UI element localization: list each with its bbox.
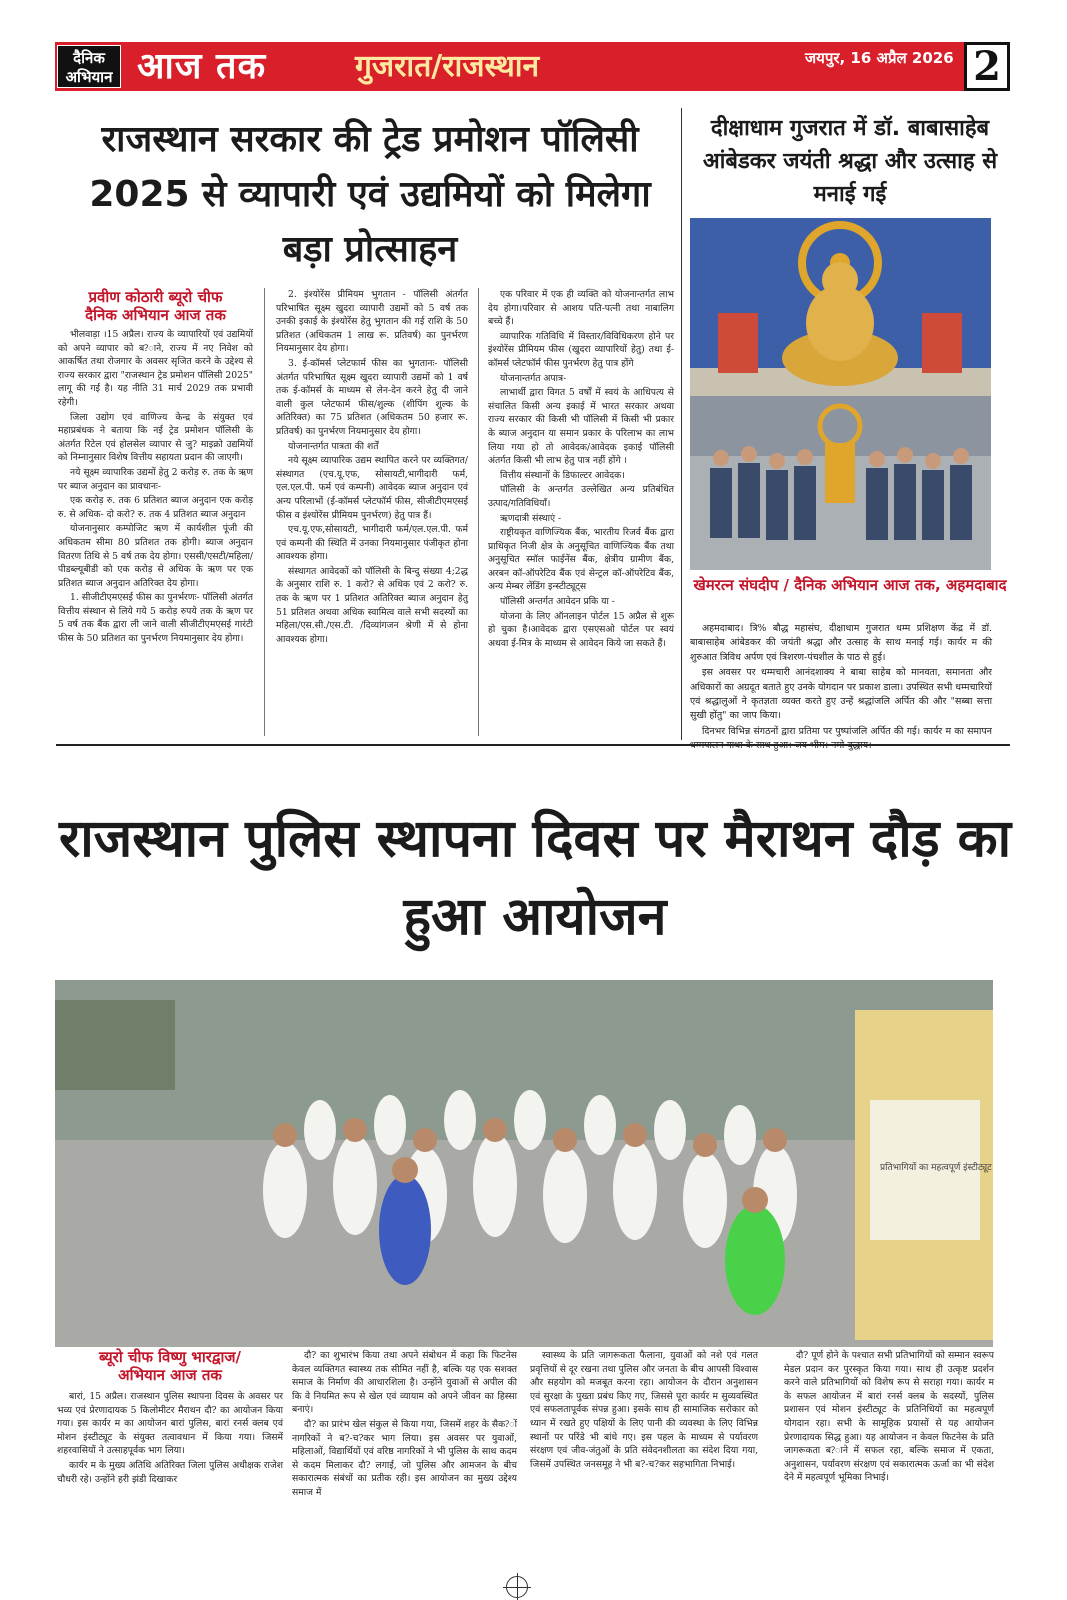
story1-headline: राजस्थान सरकार की ट्रेड प्रमोशन पॉलिसी 2025 से व्यापारी एवं उद्यमियों को मिलेगा बड़ा प्रोत्साहन bbox=[89, 119, 651, 270]
ambedkar-jayanti-photo-illustration bbox=[690, 218, 991, 570]
paragraph: पॉलिसी अन्तर्गत आवेदन प्रकि या - bbox=[500, 596, 615, 608]
paragraph: व्यापारिक गतिविधि में विस्तार/विविधिकरण होने पर इंश्योरेंस प्रीमियम फीस (खुदरा व्यापारियों हेतु) तथा ई-कॉमर्स प्लेटफॉर्म फीस पुनर्भरण हेतु पात्र होंगे bbox=[488, 330, 674, 369]
dateline: जयपुर, 16 अप्रैल 2026 bbox=[805, 49, 954, 67]
paragraph: स्वास्थ्य के प्रति जागरूकता फैलाना, युवाओं को नशे एवं गलत प्रवृत्तियों से दूर रखना तथा पुलिस और जनता के बीच आपसी विश्वास और सहयोग को मजबूत करना रहा। आयोजन के दौरान अनुशासन एवं सुरक्षा के पुख्ता प्रबंध किए गए, जिससे पूरा कार्यर म सुव्यवस्थित एवं सफलतापूर्वक संपन्न हुआ। इसके साथ ही सामाजिक सरोकार को ध्यान में रखते हुए पक्षियों के लिए पानी की व्यवस्था के लिए विभिन्न स्थानों पर परिंडे भी बांधे गए। इस पहल के माध्यम से पर्यावरण संरक्षण एवं जीव-जंतुओं के प्रति संवेदनशीलता का संदेश दिया गया, जिसमें उपस्थित जनसमूह ने भी ब?-च?कर सहभागिता निभाई। bbox=[530, 1350, 758, 1470]
story2-photo-caption: खेमरत्न संघदीप / दैनिक अभियान आज तक, अहमदाबाद bbox=[693, 576, 1007, 594]
story1-column-3 bbox=[488, 288, 674, 651]
paragraph: 1. सीजीटीएमएसई फीस का पुनर्भरणः- पॉलिसी अंतर्गत वित्तीय संस्थान से लिये गये 5 करोड़ रुपये तक के ऋण पर 5 वर्ष तक बैंक द्वारा ली जाने वाली सीजीटीएमएसई गारंटी फीस के 50 प्रतिशत का पुनर्भरण नियमानुसार देय होगा। bbox=[58, 592, 253, 645]
paragraph: योजनान्तर्गत अपात्र- bbox=[500, 372, 567, 384]
paragraph: दौ? पूर्ण होने के पश्चात सभी प्रतिभागियों को सम्मान स्वरूप मेडल प्रदान कर पुरस्कृत किया गया। साथ ही उत्कृष्ट प्रदर्शन करने वाले प्रतिभागियों को विशेष रूप से सराहा गया। कार्यर म के सफल आयोजन में बारां रनर्स क्लब के सदस्यों, पुलिस प्रशासन एवं मोशन इंस्टीट्यूट के प्रतिनिधियों का महत्वपूर्ण योगदान रहा। सभी के सामूहिक प्रयासों से यह आयोजन प्रेरणादायक सिद्ध हुआ। यह आयोजन न केवल फिटनेस के प्रति जागरूकता ब?ाने में सफल रहा, बल्कि समाज में एकता, अनुशासन, पर्यावरण संरक्षण एवं सकारात्मक ऊर्जा का भी संदेश देने में महत्वपूर्ण भूमिका निभाई। bbox=[784, 1350, 994, 1484]
paragraph: पॉलिसी के अन्तर्गत उल्लेखित अन्य प्रतिबंधित उत्पाद/गतिविधियाँ। bbox=[488, 484, 674, 509]
story1-column-1 bbox=[58, 328, 253, 647]
story-divider bbox=[681, 108, 682, 740]
paragraph: दौ? का प्रारंभ खेल संकुल से किया गया, जिसमें शहर के सैक?ों नागरिकों ने ब?-च?कर भाग लिया। इस अवसर पर युवाओं, महिलाओं, विद्यार्थियों एवं वरिष्ठ नागरिकों ने भी पुलिस के साथ कदम से कदम मिलाकर दौ? लगाई, जो पुलिस और आमजन के बीच सकारात्मक संबंधों का प्रतीक रही। इस आयोजन का मुख्य उद्देश्य समाज में bbox=[292, 1418, 517, 1498]
paragraph: 3. ई-कॉमर्स प्लेटफार्म फीस का भुगतानः- पॉलिसी अंतर्गत परिभाषित सूक्ष्म खुदरा व्यापारी उद्यमों को 1 वर्ष तक ई-कॉमर्स के माध्यम से लेन-देन करने हेतु दी जाने वाली कुल प्लेटफार्म फीस/शुल्क (शीपिंग शुल्क के अतिरिक्त) का 75 प्रतिशत (अधिकतम 50 हजार रू. प्रतिवर्ष) का पुनर्भरण नियमानुसार देय होगा। bbox=[276, 357, 468, 437]
story3-column-4 bbox=[784, 1349, 994, 1486]
brand-logo bbox=[57, 45, 121, 88]
paragraph: वित्तीय संस्थानों के डिफाल्टर आवेदक। bbox=[500, 469, 625, 481]
paragraph: लाभार्थी द्वारा विगत 5 वर्षों में स्वयं के आधिपत्य से संचालित किसी अन्य इकाई में भारत सरकार अथवा राज्य सरकार की किसी भी पॉलिसी में किसी भी प्रकार के ब्याज अनुदान या समान प्रकार के परिलाभ का लाभ लिया गया हो तो आवेदक/आवेदक इकाई पॉलिसी अंतर्गत किसी भी लाभ हेतु पात्र नहीं होंगे । bbox=[488, 387, 674, 467]
paragraph: एक परिवार में एक ही व्यक्ति को योजनान्तर्गत लाभ देय होगा।परिवार से आशय पति-पत्नी तथा नाबालिग बच्चे हैं। bbox=[488, 289, 674, 328]
newspaper-name: आज तक bbox=[137, 46, 267, 87]
paragraph: एच.यू.एफ,सोसायटी, भागीदारी फर्म/एल.एल.पी. फर्म एवं कम्पनी की स्थिति में उनका नियमानुसार पंजीकृत होना आवश्यक होगा। bbox=[276, 524, 468, 563]
column-divider bbox=[264, 288, 265, 736]
column-divider bbox=[478, 288, 479, 736]
paragraph: एक करोड़ रु. तक 6 प्रतिशत ब्याज अनुदान एक करोड़ रु. से अधिक- दो करो? रु. तक 4 प्रतिशत ब्याज अनुदान bbox=[58, 495, 253, 520]
paragraph: ऋणदात्री संस्थाएं - bbox=[500, 512, 562, 524]
story2-headline: दीक्षाधाम गुजरात में डॉ. बाबासाहेब आंबेडकर जयंती श्रद्धा और उत्साह से मनाई गई bbox=[702, 116, 998, 207]
paragraph: अहमदाबाद। त्रि% बौद्ध महासंघ, दीक्षाधाम गुजरात धम्म प्रशिक्षण केंद्र में डॉ. बाबासाहेब आंबेडकर की जयंती श्रद्धा और उत्साह के साथ मनाई गई। कार्यर म की शुरुआत त्रिविध अर्पण एवं त्रिशरण-पंचशील के पाठ से हुई। bbox=[690, 623, 992, 663]
paragraph: नये सूक्ष्म व्यापारिक उद्यम स्थापित करने पर व्यक्तिगत/संस्थागत (एच.यू.एफ, सोसायटी,भागीदारी फर्म, एल.एल.पी. फर्म एवं कम्पनी) आवेदक ब्याज अनुदान एवं अन्य परिलाभों (ई-कॉमर्स प्लेटफॉर्म फीस, सीजीटीएमएसई फीस व इंश्योरेंस प्रीमियम पुनर्भरण) हेतु पात्र हैं। bbox=[276, 455, 468, 521]
story1-byline-line1: प्रवीण कोठारी ब्यूरो चीफ bbox=[88, 288, 223, 306]
paragraph: कार्यर म के मुख्य अतिथि अतिरिक्त जिला पुलिस अधीक्षक राजेश चौधरी रहे। उन्होंने हरी झंडी दिखाकर bbox=[57, 1459, 283, 1485]
brand-bottom: अभियान bbox=[65, 68, 113, 86]
marathon-photo bbox=[55, 980, 993, 1347]
masthead bbox=[55, 42, 1010, 91]
paragraph: योजनानुसार कम्पोजिट ऋण में कार्यशील पूंजी की अधिकतम सीमा 80 प्रतिशत तक होगी। ब्याज अनुदान वितरण तिथि से 5 वर्ष तक देय होगा। एससी/एसटी/महिला/पीडब्ल्यूबीडी को एक करोड़ से अधिक के ऋण पर एक प्रतिशत ब्याज अनुदान अतिरिक्त देय होगा। bbox=[58, 523, 253, 589]
paragraph: संस्थागत आवेदकों को पॉलिसी के बिन्दु संख्या 4;2द्ध के अनुसार राशि रु. 1 करो? से अधिक एवं 2 करो? रु. तक के ऋण पर 1 प्रतिशत अतिरिक्त ब्याज अनुदान हेतु 51 प्रतिशत अथवा अधिक स्वामित्व वाले सभी सदस्यों का महिला/एस.सी./एस.टी. /दिव्यांगजन श्रेणी में से होना आवश्यक होगा। bbox=[276, 565, 468, 645]
story3-column-3 bbox=[530, 1349, 758, 1472]
paragraph: भीलवाड़ा ।15 अप्रैल। राज्य के व्यापारियों एवं उद्यमियों को अपने व्यापार को ब?ाने, राज्य में नए निवेश को आकर्षित तथा रोजगार के अवसर सृजित करने के उद्देश्य से राज्य सरकार द्वारा "राजस्थान ट्रेड प्रमोशन पॉलिसी 2025" लागू की गई है। यह नीति 31 मार्च 2029 तक प्रभावी रहेगी। bbox=[58, 329, 253, 408]
story1-byline-line2: दैनिक अभियान आज तक bbox=[85, 306, 226, 324]
story3-headline: राजस्थान पुलिस स्थापना दिवस पर मैराथन दौड़ का हुआ आयोजन bbox=[58, 809, 1012, 947]
story3-byline bbox=[75, 1348, 265, 1384]
story2-body bbox=[690, 622, 992, 755]
paragraph: योजना के लिए ऑनलाइन पोर्टल 15 अप्रैल से शुरू हो चुका है।आवेदक द्वारा एसएसओ पोर्टल पर स्वयं अथवा ई-मित्र के माध्यम से आवेदन किये जा सकते हैं। bbox=[488, 610, 674, 649]
story3-byline-line1: ब्यूरो चीफ विष्णु भारद्वाज/ bbox=[99, 1348, 241, 1366]
section-divider bbox=[56, 744, 1010, 746]
paragraph: दिनभर विभिन्न संगठनों द्वारा प्रतिमा पर पुष्पांजलि अर्पित की गई। कार्यर म का समापन bbox=[702, 725, 992, 737]
story3-byline-line2: अभियान आज तक bbox=[118, 1366, 222, 1384]
paragraph: जिला उद्योग एवं वाणिज्य केन्द्र के संयुक्त एवं महाप्रबंधक ने बताया कि नई ट्रेड प्रमोशन पॉलिसी के अंतर्गत रिटेल एवं होलसेल व्यापार से जु? माइक्रो उद्यमियों को निम्नानुसार विशेष वित्तीय सहायता प्रदान की जाएगी। bbox=[58, 411, 253, 464]
paragraph: योजनान्तर्गत पात्रता की शर्तें bbox=[288, 440, 379, 452]
paragraph: नये सूक्ष्म व्यापारिक उद्यमों हेतु 2 करोड़ रु. तक के ऋण पर ब्याज अनुदान का प्रावधानः- bbox=[58, 466, 253, 492]
section-title: गुजरात/राजस्थान bbox=[355, 49, 540, 84]
registration-mark bbox=[506, 1576, 528, 1598]
story3-column-2 bbox=[292, 1349, 517, 1501]
brand-top: दैनिक bbox=[73, 49, 105, 67]
marathon-photo-illustration bbox=[55, 980, 993, 1347]
van-text: प्रतिभागियों का महत्वपूर्ण इंस्टीट्यूट bbox=[880, 1163, 992, 1173]
story1-column-2 bbox=[276, 288, 468, 647]
paragraph: दौ? का शुभारंभ किया तथा अपने संबोधन में कहा कि फिटनेस केवल व्यक्तिगत स्वास्थ्य तक सीमित नहीं है, बल्कि यह एक सशक्त समाज के निर्माण की आधारशिला है। उन्होंने युवाओं से अपील की कि वे नियमित रूप से खेल एवं व्यायाम को अपने जीवन का हिस्सा बनाएं। bbox=[292, 1350, 517, 1416]
paragraph: इस अवसर पर धम्मचारी आनंदशाक्य ने बाबा साहेब को मानवता, समानता और अधिकारों का अग्रदूत बताते हुए उनके योगदान पर प्रकाश डाला। उपस्थित सभी धम्मचारियों एवं श्रद्धालुओं ने कृतज्ञता व्यक्त करते हुए उन्हें श्रद्धांजलि अर्पित की और "सब्बा सत्ता सुखी होंतु" का जाप किया। bbox=[690, 667, 992, 722]
ambedkar-jayanti-photo bbox=[690, 218, 991, 570]
paragraph: राष्ट्रीयकृत वाणिज्यिक बैंक, भारतीय रिजर्व बैंक द्वारा प्राधिकृत निजी क्षेत्र के अनुसूचित वाणिज्यिक बैंक तथा अनुसूचित स्मॉल फाईनेंस बैंक, क्षेत्रीय ग्रामीण बैंक, अरबन कॉ-ऑपरेटिव बैंक एवं सेन्ट्रल कॉ-ऑपरेटिव बैंक, अन्य मेम्बर लेंडिंग इन्स्टीट्यूट्स bbox=[488, 527, 674, 593]
paragraph: 2. इंश्योरेंस प्रीमियम भुगतान - पॉलिसी अंतर्गत परिभाषित सूक्ष्म खुदरा व्यापारी उद्यमों को 5 वर्ष तक उनकी इकाई के इंश्योरेंस हेतु भुगतान की गई राशि के 50 प्रतिशत (अधिकतम 1 लाख रू. प्रतिवर्ष) का पुनर्भरण नियमानुसार देय होगा। bbox=[276, 289, 468, 355]
page-number: 2 bbox=[964, 42, 1010, 91]
paragraph: बारां, 15 अप्रैल। राजस्थान पुलिस स्थापना दिवस के अवसर पर भव्य एवं प्रेरणादायक 5 किलोमीटर मैराथन दौ? का आयोजन किया गया। इस कार्यर म का आयोजन बारां पुलिस, बारां रनर्स क्लब एवं मोशन इंस्टीट्यूट के संयुक्त तत्वावधान में किया गया। जिसमें शहरवासियों ने उत्साहपूर्वक भाग लिया। bbox=[57, 1391, 283, 1457]
story1-byline bbox=[58, 288, 253, 324]
story3-column-1 bbox=[57, 1390, 283, 1487]
